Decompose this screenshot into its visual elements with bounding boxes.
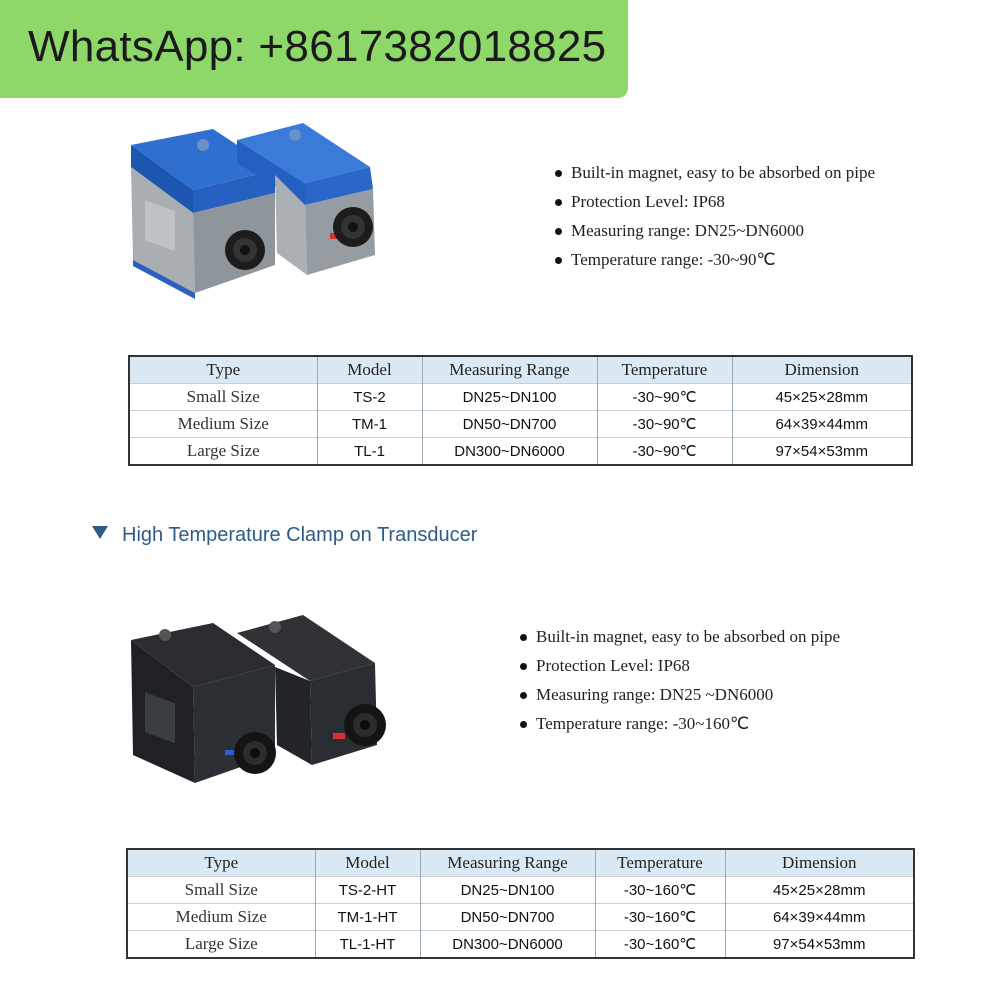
table-cell: 97×54×53mm [732, 438, 912, 466]
column-header: Dimension [725, 849, 914, 877]
feature-item: Protection Level: IP68 [555, 187, 875, 216]
table-header-row [127, 849, 914, 877]
feature-item: Measuring range: DN25~DN6000 [555, 216, 875, 245]
bullet-dot-icon [520, 721, 527, 728]
table-header-row [129, 356, 912, 384]
table-cell: TM-1 [317, 411, 422, 438]
table-cell: Medium Size [129, 411, 317, 438]
bullet-dot-icon [520, 634, 527, 641]
table-cell: DN50~DN700 [420, 904, 595, 931]
bullet-dot-icon [555, 257, 562, 264]
down-triangle-icon [92, 526, 108, 539]
table-cell: DN25~DN100 [420, 877, 595, 904]
column-header: Type [127, 849, 315, 877]
feature-item: Built-in magnet, easy to be absorbed on pipe [555, 158, 875, 187]
table-row [129, 384, 912, 411]
column-header: Model [315, 849, 420, 877]
table-cell: TS-2-HT [315, 877, 420, 904]
table-cell: TL-1-HT [315, 931, 420, 959]
table-row [127, 931, 914, 959]
table-cell: Medium Size [127, 904, 315, 931]
bullet-dot-icon [555, 228, 562, 235]
table-cell: Small Size [127, 877, 315, 904]
table-row [127, 877, 914, 904]
whatsapp-banner [0, 0, 628, 98]
bullet-dot-icon [520, 692, 527, 699]
table-cell: DN25~DN100 [422, 384, 597, 411]
table-cell: 45×25×28mm [725, 877, 914, 904]
table-cell: DN300~DN6000 [422, 438, 597, 466]
table-cell: 64×39×44mm [725, 904, 914, 931]
table-cell: -30~160℃ [595, 931, 725, 959]
column-header: Type [129, 356, 317, 384]
table-cell: Large Size [127, 931, 315, 959]
black-transducer-image [125, 605, 410, 795]
section-heading [92, 524, 477, 547]
table-cell: TM-1-HT [315, 904, 420, 931]
bullet-dot-icon [520, 663, 527, 670]
table-cell: -30~90℃ [597, 411, 732, 438]
feature-item: Protection Level: IP68 [520, 651, 840, 680]
product1-features [555, 158, 875, 274]
feature-item: Measuring range: DN25 ~DN6000 [520, 680, 840, 709]
feature-item: Temperature range: -30~90℃ [555, 245, 875, 274]
table-cell: -30~90℃ [597, 438, 732, 466]
table-cell: TS-2 [317, 384, 422, 411]
table-row [129, 438, 912, 466]
product2-spec-table [126, 848, 915, 959]
table-cell: Large Size [129, 438, 317, 466]
blue-transducer-image [125, 115, 410, 305]
bullet-dot-icon [555, 199, 562, 206]
table-cell: -30~160℃ [595, 904, 725, 931]
column-header: Model [317, 356, 422, 384]
whatsapp-contact-text: WhatsApp: +8617382018825 [28, 22, 607, 71]
table-cell: 97×54×53mm [725, 931, 914, 959]
table-cell: -30~90℃ [597, 384, 732, 411]
column-header: Temperature [595, 849, 725, 877]
section-heading-text: High Temperature Clamp on Transducer [122, 524, 478, 546]
product2-features [520, 622, 840, 738]
column-header: Temperature [597, 356, 732, 384]
table-row [127, 904, 914, 931]
table-row [129, 411, 912, 438]
table-cell: Small Size [129, 384, 317, 411]
table-cell: -30~160℃ [595, 877, 725, 904]
column-header: Measuring Range [422, 356, 597, 384]
feature-item: Built-in magnet, easy to be absorbed on pipe [520, 622, 840, 651]
table-cell: DN50~DN700 [422, 411, 597, 438]
table-cell: TL-1 [317, 438, 422, 466]
table-cell: 45×25×28mm [732, 384, 912, 411]
feature-item: Temperature range: -30~160℃ [520, 709, 840, 738]
column-header: Dimension [732, 356, 912, 384]
bullet-dot-icon [555, 170, 562, 177]
column-header: Measuring Range [420, 849, 595, 877]
product1-spec-table [128, 355, 913, 466]
table-cell: 64×39×44mm [732, 411, 912, 438]
table-cell: DN300~DN6000 [420, 931, 595, 959]
